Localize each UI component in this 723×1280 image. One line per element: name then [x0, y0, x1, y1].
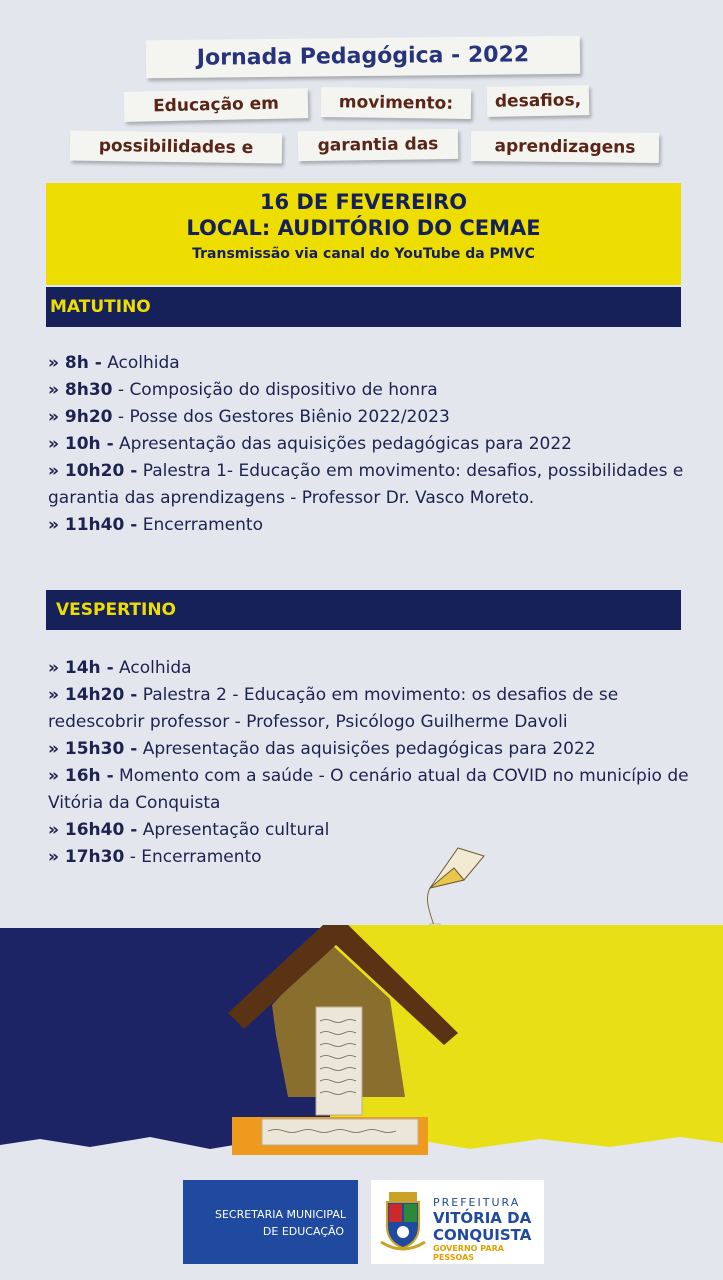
agenda-item: [48, 817, 698, 844]
agenda-item: [48, 655, 698, 682]
agenda-item: [48, 431, 698, 458]
subtitle-strip: desafios,: [487, 85, 590, 117]
city-crest-icon: [377, 1190, 429, 1254]
agenda-time: » 10h20 -: [48, 461, 138, 481]
agenda-item: [48, 736, 698, 763]
agenda-desc: - Encerramento: [124, 847, 262, 867]
event-title: Jornada Pedagógica - 2022: [146, 36, 580, 79]
city-name-line2: CONQUISTA: [433, 1226, 532, 1244]
agenda-item: [48, 404, 698, 431]
agenda-desc: Apresentação das aquisições pedagógicas para 2022: [113, 434, 572, 454]
subtitle-strip: aprendizagens: [471, 131, 659, 163]
agenda-desc: Acolhida: [113, 658, 192, 678]
house-illustration: [0, 925, 723, 1165]
agenda-desc: Encerramento: [137, 515, 263, 535]
agenda-time: » 14h20 -: [48, 685, 138, 705]
event-info-box: [46, 183, 681, 285]
agenda-time: » 17h30: [48, 847, 125, 867]
agenda-time: » 9h20: [48, 407, 113, 427]
secretaria-logo: [183, 1180, 358, 1264]
agenda-desc: Apresentação cultural: [137, 820, 330, 840]
morning-label: MATUTINO: [50, 297, 151, 317]
prefeitura-slogan: GOVERNO PARA PESSOAS: [433, 1244, 504, 1262]
afternoon-label: VESPERTINO: [56, 600, 177, 620]
agenda-desc: Palestra 2 - Educação em movimento: os desafios de se redescobrir professor - Professor, Psicólogo Guilherme Davoli: [48, 685, 619, 732]
agenda-time: » 16h -: [48, 766, 114, 786]
agenda-time: » 10h -: [48, 434, 114, 454]
agenda-desc: Palestra 1- Educação em movimento: desafios, possibilidades e garantia das aprendizagens - Professor Dr. Vasco Moreto.: [48, 461, 684, 508]
agenda-time: » 8h -: [48, 353, 102, 373]
prefeitura-label: PREFEITURA: [433, 1196, 521, 1209]
agenda-time: » 15h30 -: [48, 739, 138, 759]
event-location: LOCAL: AUDITÓRIO DO CEMAE: [186, 216, 541, 240]
secretaria-line2: DE EDUCAÇÃO: [262, 1225, 344, 1238]
secretaria-line1: SECRETARIA MUNICIPAL: [214, 1208, 346, 1221]
stream-info: Transmissão via canal do YouTube da PMVC: [192, 246, 535, 262]
agenda-item: [48, 458, 698, 512]
agenda-time: » 11h40 -: [48, 515, 138, 535]
agenda-desc: Acolhida: [101, 353, 180, 373]
agenda-item: [48, 512, 698, 539]
agenda-desc: - Posse dos Gestores Biênio 2022/2023: [112, 407, 450, 427]
agenda-time: » 14h -: [48, 658, 114, 678]
agenda-desc: Apresentação das aquisições pedagógicas para 2022: [137, 739, 596, 759]
subtitle-strip: Educação em: [124, 88, 309, 122]
morning-header: [46, 287, 681, 327]
agenda-desc: Momento com a saúde - O cenário atual da COVID no município de Vitória da Conquista: [48, 766, 689, 813]
event-date: 16 DE FEVEREIRO: [259, 190, 468, 214]
subtitle-strip: movimento:: [321, 87, 471, 119]
agenda-item: [48, 844, 698, 871]
agenda-item: [48, 763, 698, 817]
agenda-item: [48, 377, 698, 404]
city-name-line1: VITÓRIA DA: [433, 1209, 532, 1227]
agenda-item: [48, 350, 698, 377]
subtitle-strip: garantia das: [298, 129, 458, 161]
morning-agenda: [48, 350, 698, 539]
subtitle-strip: possibilidades e: [70, 131, 282, 164]
afternoon-agenda: [48, 655, 698, 871]
agenda-time: » 16h40 -: [48, 820, 138, 840]
agenda-item: [48, 682, 698, 736]
afternoon-header: [46, 590, 681, 630]
agenda-desc: - Composição do dispositivo de honra: [112, 380, 438, 400]
agenda-time: » 8h30: [48, 380, 113, 400]
prefeitura-logo: [371, 1180, 544, 1264]
